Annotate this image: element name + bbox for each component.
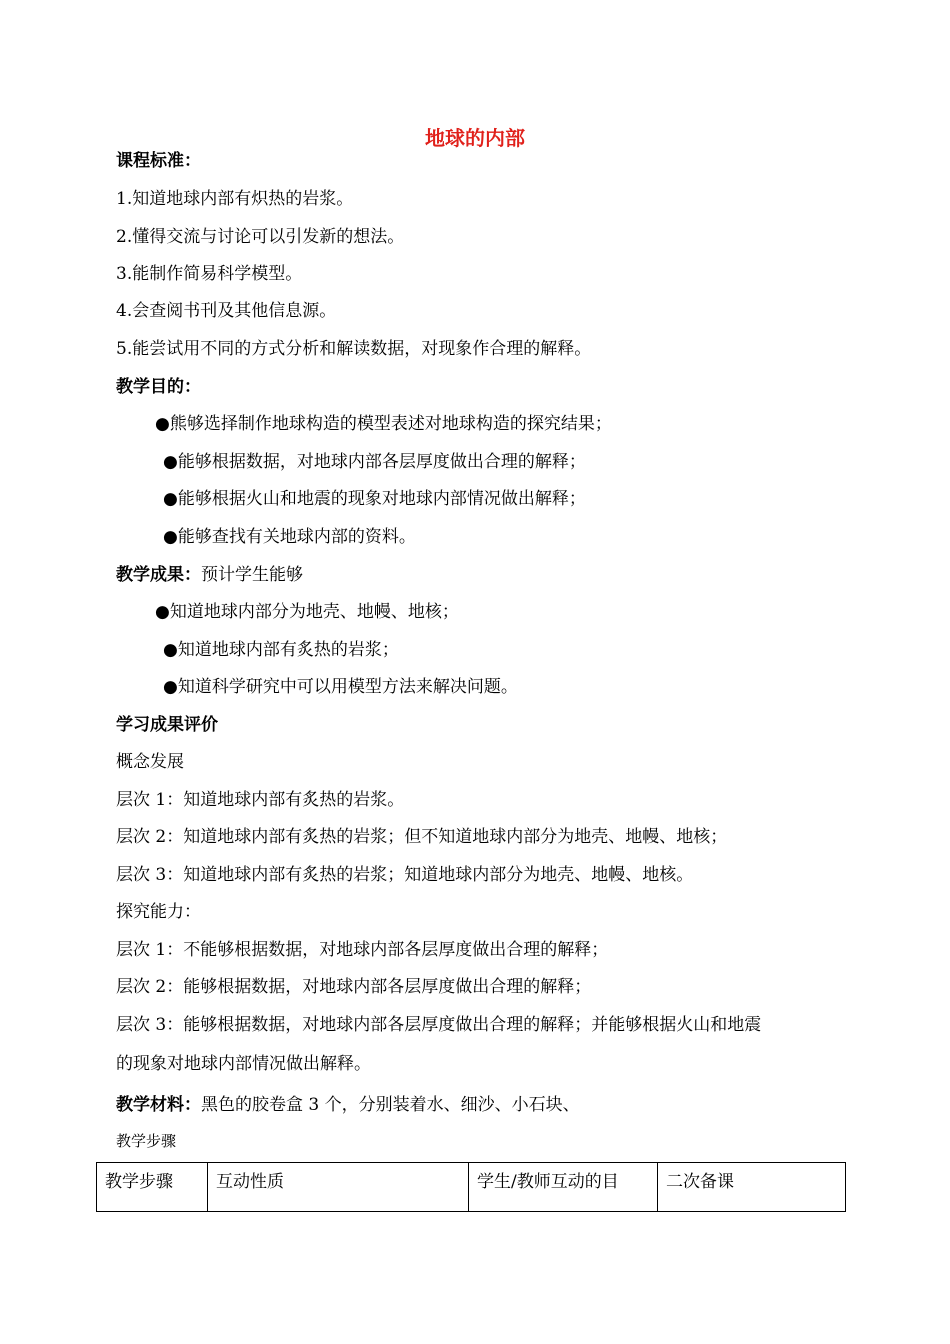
- objective-item: ●熊够选择制作地球构造的模型表述对地球构造的探究结果；: [155, 414, 612, 434]
- table-header-row: [97, 1163, 846, 1212]
- concept-heading: 概念发展: [116, 752, 184, 772]
- concept-level: 层次 3：知道地球内部有炙热的岩浆；知道地球内部分为地壳、地幔、地核。: [116, 865, 694, 885]
- materials-line: [116, 1093, 580, 1117]
- inquiry-level: 层次 3：能够根据数据，对地球内部各层厚度做出合理的解释；并能够根据火山和地震: [116, 1015, 762, 1035]
- outcomes-line: [116, 563, 303, 587]
- standard-item: 4.会查阅书刊及其他信息源。: [116, 301, 337, 321]
- objectives-heading: 教学目的：: [116, 377, 201, 397]
- evaluation-heading: 学习成果评价: [116, 715, 218, 735]
- objective-item: ●能够根据数据，对地球内部各层厚度做出合理的解释；: [163, 452, 586, 472]
- standard-item: 1.知道地球内部有炽热的岩浆。: [116, 189, 354, 209]
- objective-item: ●能够查找有关地球内部的资料。: [163, 527, 416, 547]
- teaching-steps-table: [96, 1162, 846, 1212]
- outcome-item: ●知道地球内部分为地壳、地幔、地核；: [155, 602, 459, 622]
- table-header-cell: 教学步骤: [97, 1163, 208, 1212]
- inquiry-heading: 探究能力：: [116, 902, 201, 922]
- standard-item: 2.懂得交流与讨论可以引发新的想法。: [116, 227, 405, 247]
- outcome-item: ●知道科学研究中可以用模型方法来解决问题。: [163, 677, 518, 697]
- standard-item: 3.能制作简易科学模型。: [116, 264, 303, 284]
- outcomes-heading: 教学成果：: [116, 565, 201, 585]
- table-header-cell: 互动性质: [208, 1163, 469, 1212]
- concept-level: 层次 1：知道地球内部有炙热的岩浆。: [116, 790, 405, 810]
- materials-heading: 教学材料：: [116, 1095, 201, 1115]
- objective-item: ●能够根据火山和地震的现象对地球内部情况做出解释；: [163, 489, 586, 509]
- standards-heading: 课程标准：: [116, 151, 201, 171]
- concept-level: 层次 2：知道地球内部有炙热的岩浆；但不知道地球内部分为地壳、地幔、地核；: [116, 827, 728, 847]
- table-header-cell: 学生/教师互动的目: [469, 1163, 658, 1212]
- materials-text: 黑色的胶卷盒 3 个，分别装着水、细沙、小石块、: [201, 1095, 580, 1115]
- outcome-item: ●知道地球内部有炙热的岩浆；: [163, 640, 399, 660]
- table-header-cell: 二次备课: [658, 1163, 846, 1212]
- document-title: 地球的内部: [425, 126, 525, 150]
- inquiry-level-continued: 的现象对地球内部情况做出解释。: [116, 1054, 371, 1074]
- inquiry-level: 层次 1：不能够根据数据，对地球内部各层厚度做出合理的解释；: [116, 940, 609, 960]
- outcomes-lead: 预计学生能够: [201, 565, 303, 585]
- standard-item: 5.能尝试用不同的方式分析和解读数据，对现象作合理的解释。: [116, 339, 592, 359]
- steps-caption: 教学步骤: [116, 1132, 177, 1150]
- inquiry-level: 层次 2：能够根据数据，对地球内部各层厚度做出合理的解释；: [116, 977, 592, 997]
